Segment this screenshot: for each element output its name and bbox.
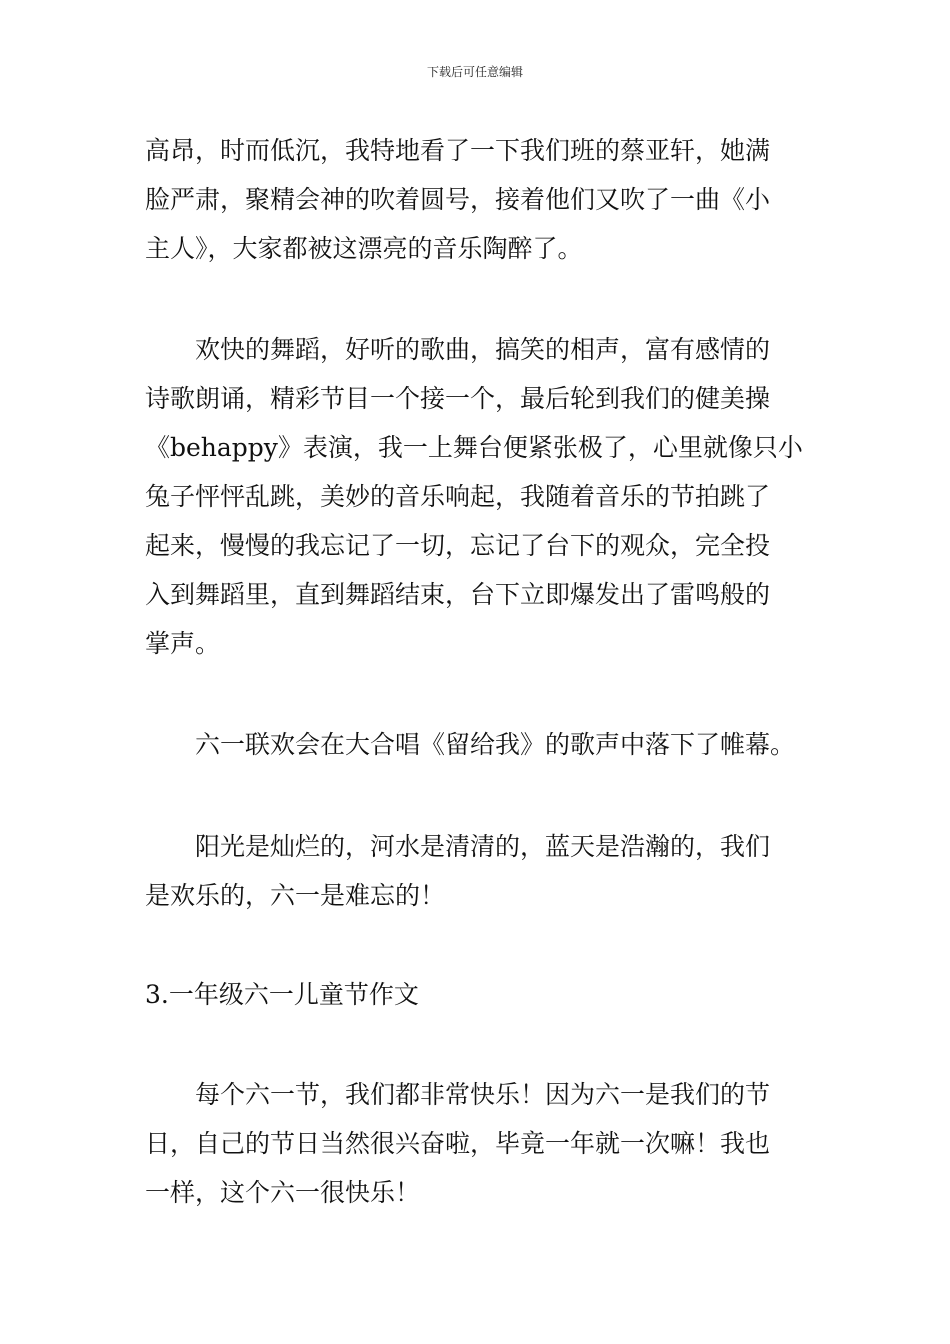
paragraph-2-line-6: 入到舞蹈里，直到舞蹈结束，台下立即爆发出了雷鸣般的	[145, 580, 771, 609]
paragraph-5-line-1: 每个六一节，我们都非常快乐！因为六一是我们的节	[195, 1080, 771, 1109]
section-heading	[145, 970, 807, 1019]
paragraph-5	[145, 1070, 807, 1217]
paragraph-1	[145, 126, 807, 273]
paragraph-2-line-2: 诗歌朗诵，精彩节目一个接一个，最后轮到我们的健美操	[145, 384, 771, 413]
header-note: 下载后可任意编辑	[426, 65, 523, 79]
paragraph-4	[145, 822, 807, 920]
paragraph-2-line-1: 欢快的舞蹈，好听的歌曲，搞笑的相声，富有感情的	[195, 335, 771, 364]
paragraph-3	[145, 720, 807, 769]
paragraph-2-line-5: 起来，慢慢的我忘记了一切，忘记了台下的观众，完全投	[145, 531, 771, 560]
paragraph-4-line-2: 是欢乐的，六一是难忘的！	[145, 881, 446, 910]
paragraph-5-line-3: 一样，这个六一很快乐！	[145, 1178, 421, 1207]
paragraph-2-line-7: 掌声。	[145, 629, 221, 658]
section-heading-text: 3.一年级六一儿童节作文	[145, 980, 419, 1009]
paragraph-1-line-2: 脸严肃，聚精会神的吹着圆号，接着他们又吹了一曲《小	[145, 185, 771, 214]
paragraph-2	[145, 325, 807, 668]
paragraph-5-line-2: 日，自己的节日当然很兴奋啦，毕竟一年就一次嘛！我也	[145, 1129, 771, 1158]
paragraph-3-line-1: 六一联欢会在大合唱《留给我》的歌声中落下了帷幕。	[195, 730, 796, 759]
paragraph-1-line-1: 高昂，时而低沉，我特地看了一下我们班的蔡亚轩，她满	[145, 136, 771, 165]
paragraph-4-line-1: 阳光是灿烂的，河水是清清的，蓝天是浩瀚的，我们	[195, 832, 771, 861]
paragraph-2-line-4: 兔子怦怦乱跳，美妙的音乐响起，我随着音乐的节拍跳了	[145, 482, 771, 511]
paragraph-1-line-3: 主人》，大家都被这漂亮的音乐陶醉了。	[145, 234, 583, 263]
paragraph-2-line-3: 《behappy》表演，我一上舞台便紧张极了，心里就像只小	[145, 433, 803, 462]
